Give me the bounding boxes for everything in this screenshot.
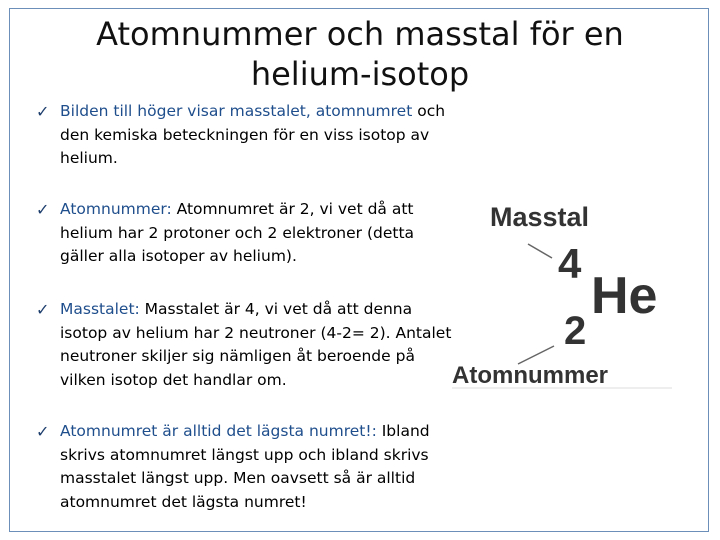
bullet-highlight: Bilden till höger visar masstalet, atomnumret <box>60 102 413 120</box>
bullet-highlight: Masstalet: <box>60 300 140 318</box>
bullet-item <box>36 298 456 392</box>
bullet-body: Masstalet är 4, vi vet då att denna isotop av helium har 2 neutroner (4-2= 2). Antalet neutroner skiljer sig nämligen åt beroende på vilken isotop det handlar om. <box>60 300 452 389</box>
bullet-text <box>60 420 456 514</box>
bullet-body: Ibland skrivs atomnumret längst upp och ibland skrivs masstalet längst upp. Men oavsett så är alltid atomnumret det lägsta numret! <box>60 422 430 511</box>
bullet-item <box>36 198 456 269</box>
atomic-number: 2 <box>564 309 587 353</box>
masstal-pointer-line <box>528 244 552 258</box>
title-line-2: helium-isotop <box>250 55 470 93</box>
slide-title <box>60 14 660 94</box>
bullet-highlight: Atomnumret är alltid det lägsta numret!: <box>60 422 377 440</box>
bullet-item <box>36 420 456 514</box>
element-symbol: He <box>591 267 658 325</box>
bullet-text <box>60 100 456 171</box>
bullet-text <box>60 298 456 392</box>
title-line-1: Atomnummer och masstal för en <box>96 15 624 53</box>
isotope-notation-diagram <box>448 196 678 396</box>
checkmark-icon: ✓ <box>36 422 50 441</box>
atomnummer-label: Atomnummer <box>452 362 609 389</box>
bullet-body: och den kemiska beteckningen för en viss isotop av helium. <box>60 102 446 167</box>
bullet-body: Atomnumret är 2, vi vet då att helium har 2 protoner och 2 elektroner (detta gäller alla isotoper av helium). <box>60 200 415 265</box>
checkmark-icon: ✓ <box>36 200 50 219</box>
bullet-highlight: Atomnummer: <box>60 200 172 218</box>
bullet-text <box>60 198 456 269</box>
bullet-item <box>36 100 456 171</box>
checkmark-icon: ✓ <box>36 102 50 121</box>
masstal-label: Masstal <box>490 202 590 232</box>
checkmark-icon: ✓ <box>36 300 50 319</box>
mass-number: 4 <box>558 240 582 287</box>
